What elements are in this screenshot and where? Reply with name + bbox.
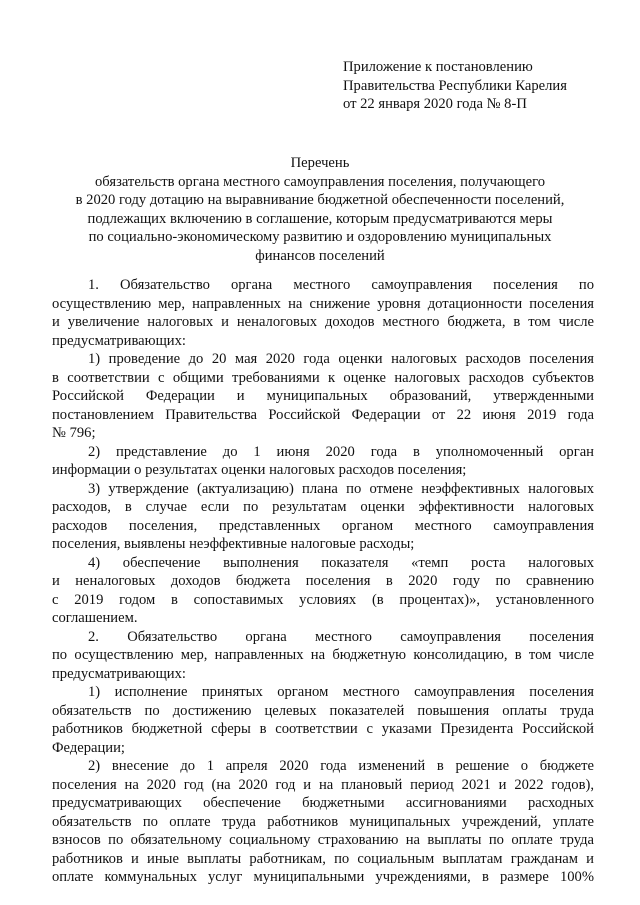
title-heading: Перечень [290,155,350,171]
body-text-line: 1) исполнение принятых органом местного самоуправления поселения [88,684,594,700]
body-text-line: предусматривающих: [52,332,186,349]
title-line: по социально-экономическому развитию и оздоровлению муниципальных [88,229,552,245]
body-text-line: 2) представление до 1 июня 2020 года в уполномоченный орган [88,443,594,460]
body-text-line: расходов, в случае если по результатам оценки эффективности налоговых [52,499,594,515]
appendix-line-3: от 22 января 2020 года № 8-П [343,96,527,112]
body-text-line: работников бюджетной сферы в соответствии с указами Президента Российской [52,721,594,737]
body-text-line: в соответствии с общими требованиями к оценке налоговых расходов субъектов [52,369,594,386]
title-line: обязательств органа местного самоуправления поселения, получающего [95,173,545,190]
body-text-line: и увеличение налоговых и неналоговых доходов местного бюджета, в том числе [52,314,594,330]
body-text-line: 4) обеспечение выполнения показателя «темп роста налоговых [88,554,594,571]
body-text-line: информации о результатах оценки налоговых расходов поселения; [52,462,467,478]
body-text-line: оплате коммунальных услуг муниципальными учреждениями, в размере 100% [52,869,594,885]
body-text-line: предусматривающих обеспечение бюджетными ассигнованиями расходных [52,795,594,811]
body-text-line: Федерации; [52,739,125,756]
body-text-line: поселения на 2020 год (на 2020 год и на плановый период 2021 и 2022 годов), [52,776,594,793]
body-text-line: и неналоговых доходов бюджета поселения в 2020 году по сравнению [52,573,594,589]
title-line: подлежащих включению в соглашение, которым предусматриваются меры [87,210,553,227]
appendix-header [343,58,567,114]
appendix-line-2: Правительства Республики Карелия [343,77,567,94]
body-text-line: с 2019 годом в сопоставимых условиях (в процентах)», установленного [52,591,594,608]
body-text-line: работников и иные выплаты работникам, по социальным выплатам гражданам и [52,850,594,867]
body-text-line: поселения, выявлены неэффективные налоговые расходы; [52,536,415,552]
body-text-line: предусматривающих: [52,665,186,682]
body-text-line: постановлением Правительства Российской Федерации от 22 июня 2019 года [52,406,594,423]
body-text-line: 2. Обязательство органа местного самоуправления поселения [88,628,594,645]
body-text-line: по осуществлению мер, направленных на бюджетную консолидацию, в том числе [52,647,594,663]
body-text-line: соглашением. [52,610,138,626]
body-text-line: 3) утверждение (актуализацию) плана по отмене неэффективных налоговых [88,480,594,497]
document-title [50,154,590,265]
body-text-line: расходов поселения, представленных органом местного самоуправления [52,517,594,534]
body-text-line: обязательств по оплате труда работников муниципальных учреждений, уплате [52,813,594,830]
body-text-line: Российской Федерации и муниципальных образований, утвержденными [52,388,594,404]
body-text-line: 1. Обязательство органа местного самоуправления поселения по [88,277,594,293]
body-text-line: обязательств по достижению целевых показателей повышения оплаты труда [52,702,594,719]
body-text-line: осуществлению мер, направленных на снижение уровня дотационности поселения [52,295,594,312]
body-text-line: взносов по обязательному социальному страхованию на выплаты по оплате труда [52,832,594,848]
body-text-line: № 796; [52,425,96,441]
title-line: финансов поселений [255,247,385,264]
appendix-line-1: Приложение к постановлению [343,59,533,75]
title-line: в 2020 году дотацию на выравнивание бюджетной обеспеченности поселений, [75,192,565,208]
body-text-line: 1) проведение до 20 мая 2020 года оценки налоговых расходов поселения [88,351,594,367]
body-text-line: 2) внесение до 1 апреля 2020 года изменений в решение о бюджете [88,758,594,774]
document-body [52,276,594,887]
